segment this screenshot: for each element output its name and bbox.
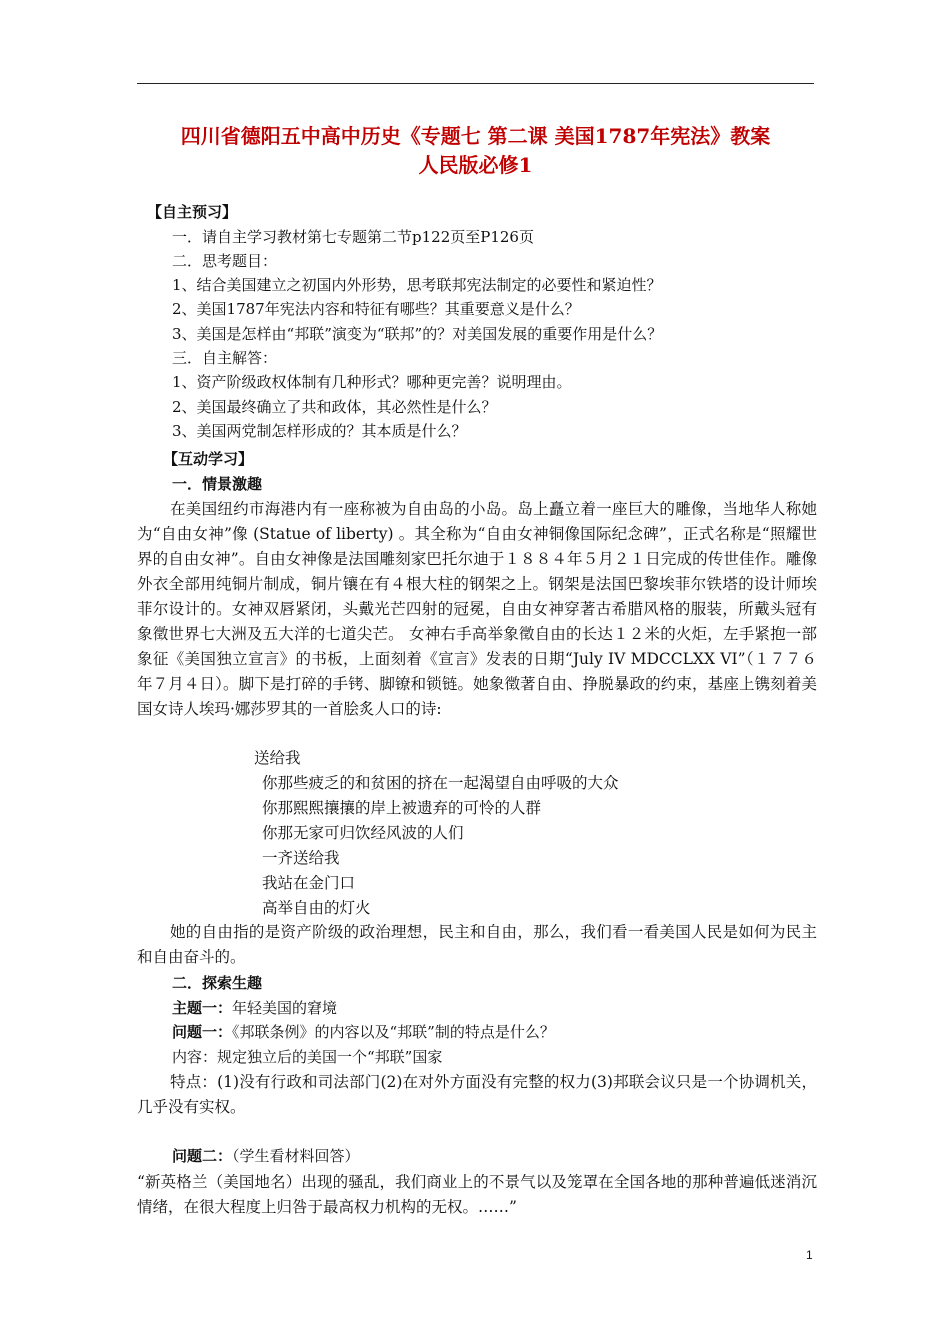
theme1-line bbox=[172, 997, 337, 1019]
question1-label: 问题一： bbox=[172, 1023, 233, 1041]
question2-text: （学生看材料回答） bbox=[232, 1147, 360, 1165]
features-text: 特点：(1)没有行政和司法部门(2)在对外方面没有完整的权力(3)邦联会议只是一个协调机关，几乎没有实权。 bbox=[137, 1073, 817, 1116]
theme1-label: 主题一： bbox=[172, 999, 233, 1017]
poem-line: 你那些疲乏的和贫困的挤在一起渴望自由呼吸的大众 bbox=[262, 774, 619, 792]
poem-line: 你那无家可归饮经风波的人们 bbox=[262, 824, 464, 842]
content-line: 内容：规定独立后的美国一个“邦联”国家 bbox=[172, 1048, 443, 1066]
section1-heading: 一．情景激趣 bbox=[172, 475, 263, 493]
preview-item: 1、资产阶级政权体制有几种形式？哪种更完善？说明理由。 bbox=[172, 373, 572, 391]
question1-text: 《邦联条例》的内容以及“邦联”制的特点是什么？ bbox=[232, 1023, 555, 1041]
features-paragraph bbox=[137, 1070, 817, 1120]
preview-item: 1、结合美国建立之初国内外形势，思考联邦宪法制定的必要性和紧迫性？ bbox=[172, 276, 662, 294]
document-title-line1: 四川省德阳五中高中历史《专题七 第二课 美国1787年宪法》教案 bbox=[180, 124, 771, 148]
poem-line: 我站在金门口 bbox=[262, 874, 356, 892]
question1-line bbox=[172, 1021, 555, 1043]
preview-item: 二．思考题目： bbox=[172, 252, 278, 270]
statue-text: 在美国纽约市海港内有一座称被为自由岛的小岛。岛上矗立着一座巨大的雕像，当地华人称她为“自由女神”像 (Statue of liberty) 。其全称为“自由女神铜像国际纪念碑”，正式名称是“照耀世界的自由女神”。自由女神像是法国雕刻家巴托尔迪于１８８４年５月２１日完成的传世佳作。雕像外衣全部用纯铜片制成，铜片镶在有４根大柱的钢架之上。钢架是法国巴黎埃菲尔铁塔的设计师埃菲尔设计的。女神双唇紧闭，头戴光芒四射的冠冕，自由女神穿著古希腊风格的服装，所戴头冠有象徵世界七大洲及五大洋的七道尖芒。 女神右手高举象徵自由的长达１２米的火炬，左手紧抱一部象征《美国独立宣言》的书板，上面刻着《宣言》发表的日期“July IV MDCCLXX VI”（１７７６年７月４日）。脚下是打碎的手铐、脚镣和锁链。她象徵著自由、挣脱暴政的约束，基座上镌刻着美国女诗人埃玛·娜莎罗其的一首脍炙人口的诗: bbox=[137, 500, 817, 718]
document-title-line2: 人民版必修1 bbox=[418, 153, 533, 177]
question2-label: 问题二： bbox=[172, 1147, 233, 1165]
header-rule bbox=[137, 83, 814, 84]
quote-paragraph bbox=[137, 1170, 817, 1220]
poem-line: 送给我 bbox=[254, 749, 301, 767]
poem-line: 一齐送给我 bbox=[262, 849, 340, 867]
interactive-heading: 【互动学习】 bbox=[163, 450, 254, 468]
quote-text: “新英格兰（美国地名）出现的骚乱，我们商业上的不景气以及笼罩在全国各地的那种普遍低迷消沉情绪，在很大程度上归咎于最高权力机构的无权。……” bbox=[137, 1173, 817, 1216]
page-number: 1 bbox=[806, 1248, 813, 1262]
section2-heading: 二．探索生趣 bbox=[172, 974, 263, 992]
poem-line: 你那熙熙攘攘的岸上被遗弃的可怜的人群 bbox=[262, 799, 542, 817]
statue-paragraph bbox=[137, 497, 817, 722]
question2-line bbox=[172, 1145, 360, 1167]
preview-item: 3、美国是怎样由“邦联”演变为“联邦”的？对美国发展的重要作用是什么？ bbox=[172, 325, 663, 343]
after-poem-text: 她的自由指的是资产阶级的政治理想，民主和自由，那么，我们看一看美国人民是如何为民主和自由奋斗的。 bbox=[137, 923, 817, 966]
preview-item: 三．自主解答： bbox=[172, 349, 278, 367]
preview-item: 一．请自主学习教材第七专题第二节p122页至P126页 bbox=[172, 228, 534, 246]
preview-item: 3、美国两党制怎样形成的？其本质是什么？ bbox=[172, 422, 467, 440]
theme1-text: 年轻美国的窘境 bbox=[232, 999, 338, 1017]
preview-item: 2、美国1787年宪法内容和特征有哪些？其重要意义是什么？ bbox=[172, 300, 580, 318]
preview-item: 2、美国最终确立了共和政体，其必然性是什么？ bbox=[172, 398, 497, 416]
poem-line: 高举自由的灯火 bbox=[262, 899, 371, 917]
after-poem-paragraph bbox=[137, 920, 817, 970]
preview-heading: 【自主预习】 bbox=[147, 203, 238, 221]
